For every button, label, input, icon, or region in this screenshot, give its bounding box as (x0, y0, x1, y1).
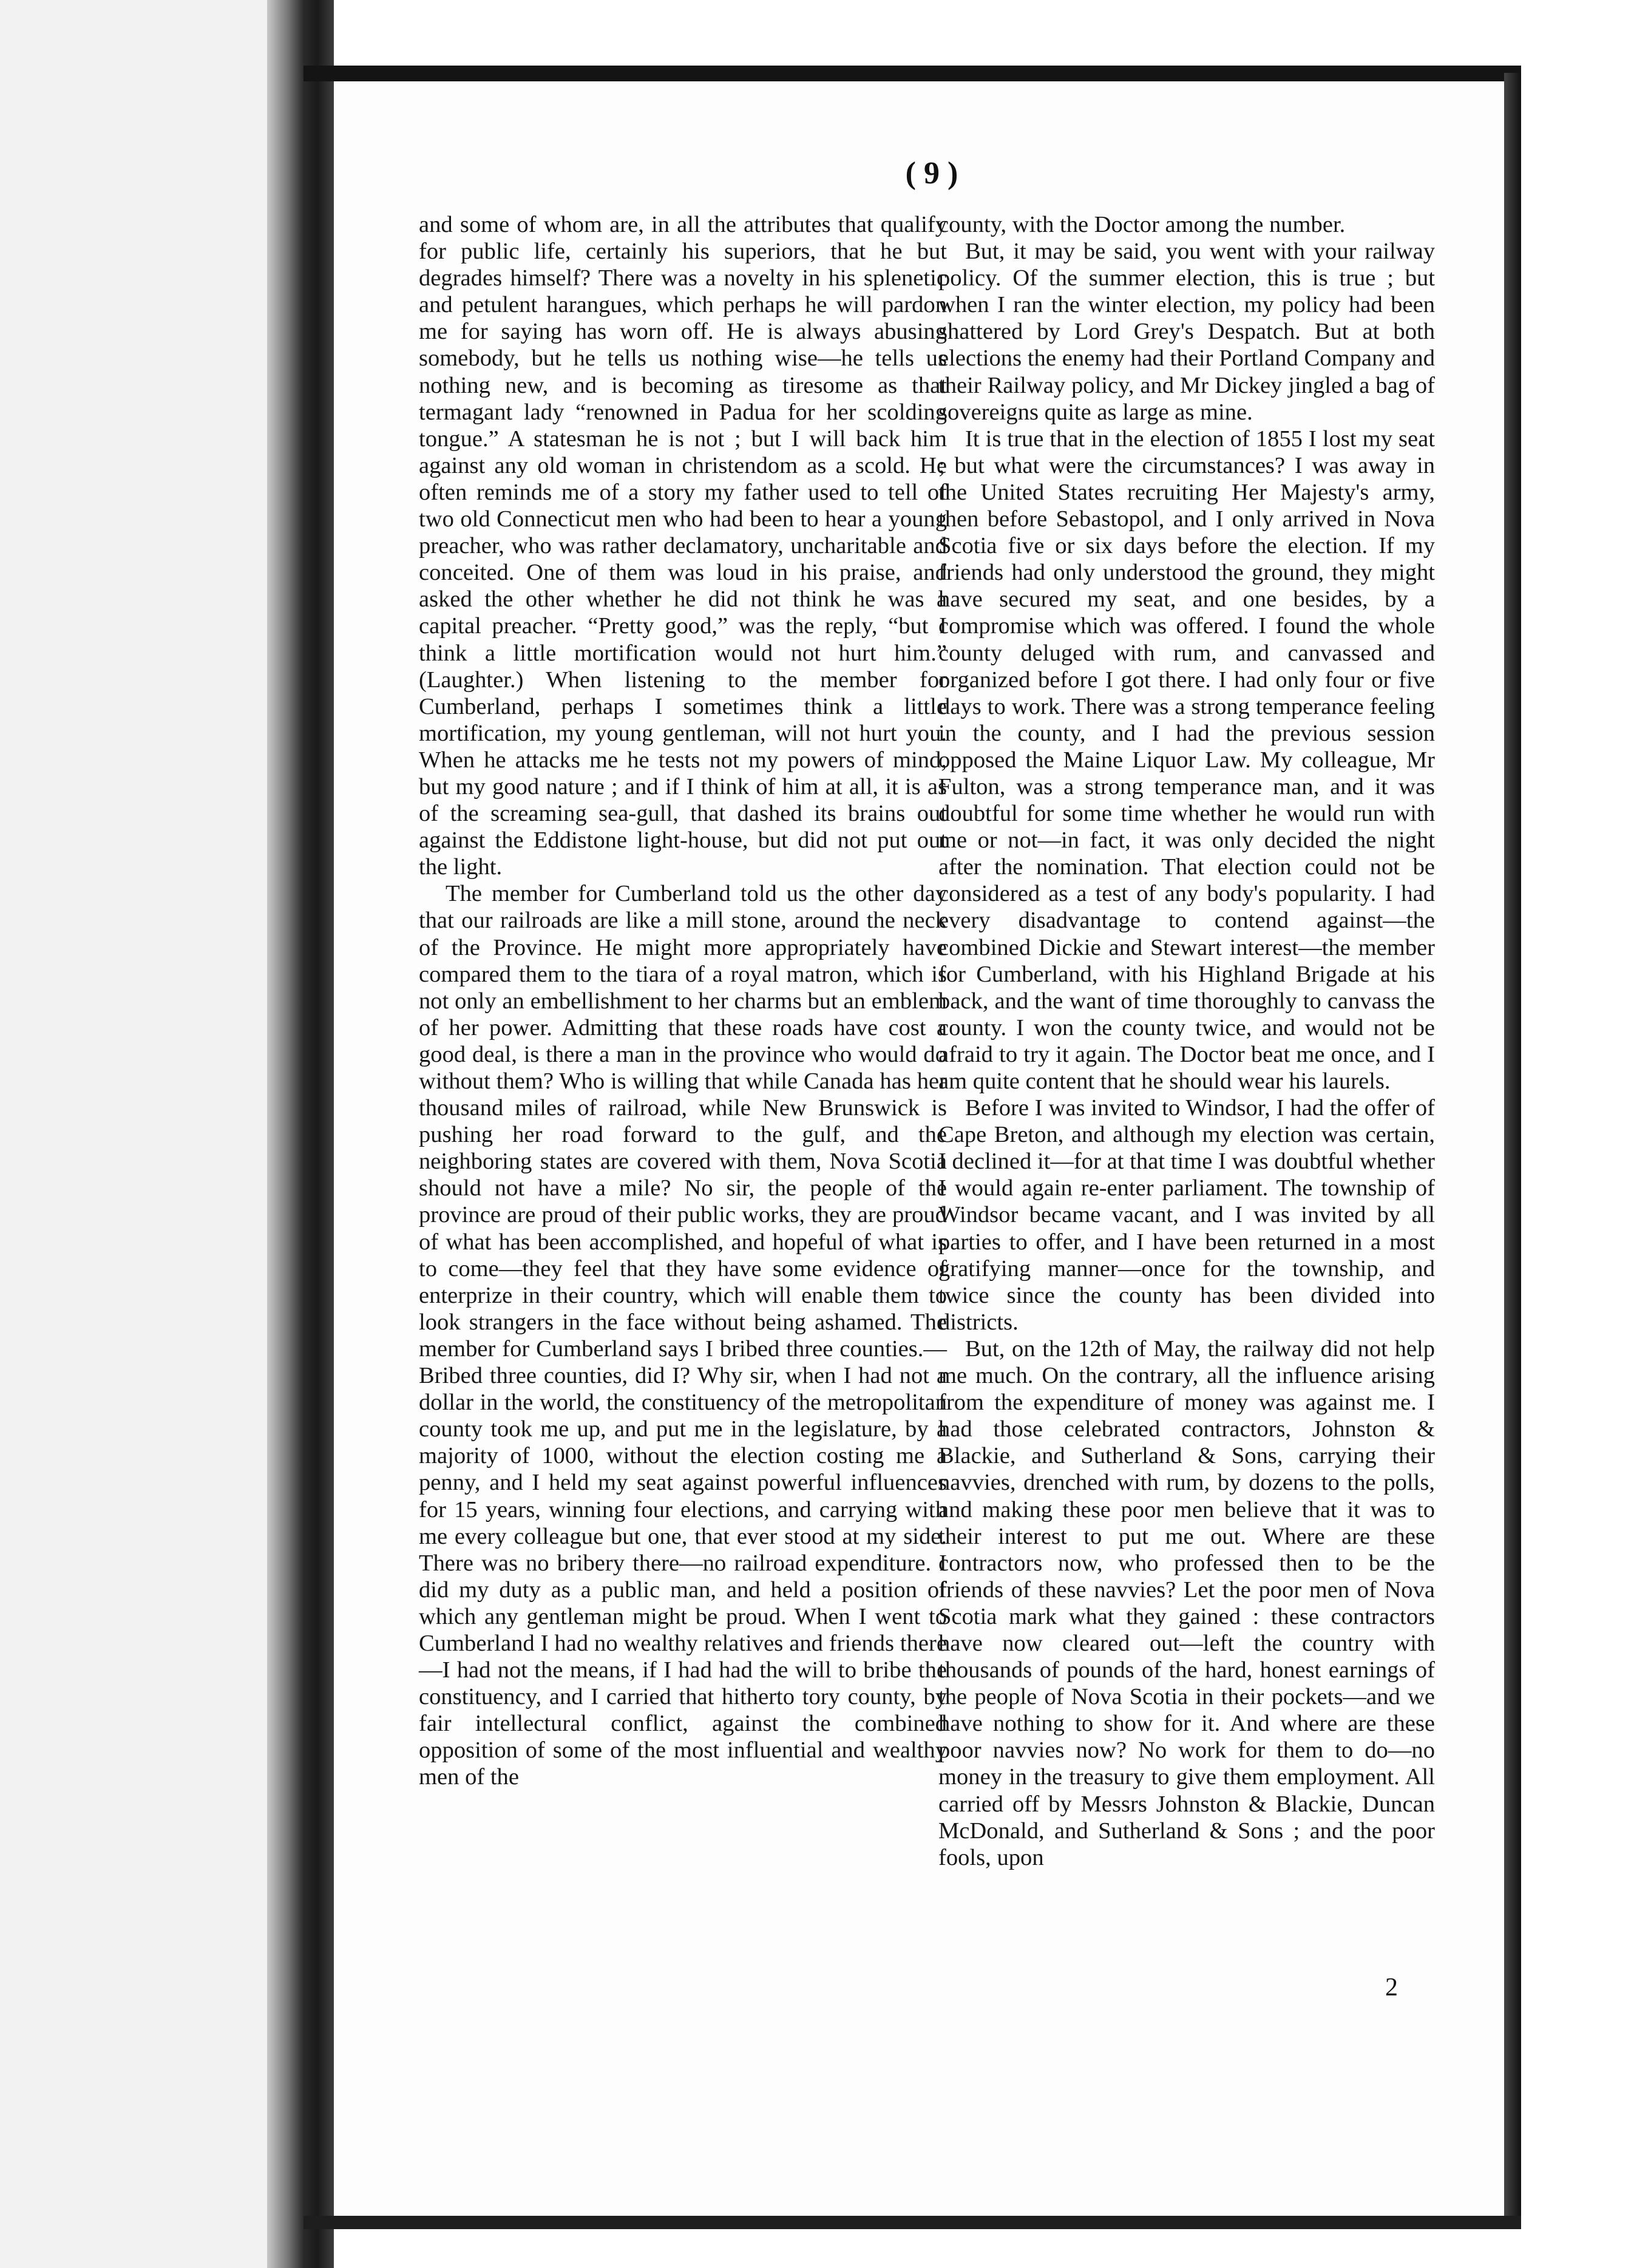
text-column-left (419, 211, 947, 1791)
page-top-border (303, 66, 1521, 81)
paragraph: and some of whom are, in all the attributes that qualify for public life, certainly his superiors, that he but degrades himself? There was a novelty in his splenetic and petulent harangues, which perhaps he will pardon me for saying has worn off. He is always abusing somebody, but he tells us nothing wise—he tells us nothing new, and is becoming as tiresome as that termagant lady “renowned in Padua for her scolding tongue.” A statesman he is not ; but I will back him against any old woman in christendom as a scold. He often reminds me of a story my father used to tell of two old Connecticut men who had been to hear a young preacher, who was rather declamatory, uncharitable and conceited. One of them was loud in his praise, and asked the other whether he did not think he was a capital preacher. “Pretty good,” was the reply, “but I think a little mortification would not hurt him.” (Laughter.) When listening to the member for Cumberland, perhaps I sometimes think a little mortification, my young gentleman, will not hurt you. When he attacks me he tests not my powers of mind, but my good nature ; and if I think of him at all, it is as of the screaming sea-gull, that dashed its brains out against the Eddistone light-house, but did not put out the light. (419, 212, 947, 880)
paragraph: Before I was invited to Windsor, I had the offer of Cape Breton, and although my election was certain, I declined it—for at that time I was doubtful whether I would again re-enter parliament. The township of Windsor became vacant, and I was invited by all parties to offer, and I have been returned in a most gratifying manner—once for the township, and twice since the county has been divided into districts. (938, 1095, 1435, 1335)
paragraph: But, on the 12th of May, the railway did not help me much. On the contrary, all the influence arising from the expenditure of money was against me. I had those celebrated contractors, Johnston & Blackie, and Sutherland & Sons, carrying their navvies, drenched with rum, by dozens to the polls, and making these poor men believe that it was to their interest to put me out. Where are these contractors now, who professed then to be the friends of these navvies? Let the poor men of Nova Scotia mark what they gained : these contractors have now cleared out—left the country with thousands of pounds of the hard, honest earnings of the people of Nova Scotia in their pockets—and we have nothing to show for it. And where are these poor navvies now? No work for them to do—no money in the treasury to give them employment. All carried off by Messrs Johnston & Blackie, Duncan McDonald, and Sutherland & Sons ; and the poor fools, upon (938, 1336, 1435, 1870)
page-bottom-border (303, 2216, 1521, 2229)
page-right-border (1504, 73, 1521, 2222)
signature-mark: 2 (1385, 1974, 1398, 2001)
paragraph: It is true that in the election of 1855 I lost my seat ; but what were the circumstances? I was away in the United States recruiting Her Majesty's army, then before Sebastopol, and I only arrived in Nova Scotia five or six days before the election. If my friends had only understood the ground, they might have secured my seat, and one besides, by a compromise which was offered. I found the whole county deluged with rum, and canvassed and organized before I got there. I had only four or five days to work. There was a strong temperance feeling in the county, and I had the previous session opposed the Maine Liquor Law. My colleague, Mr Fulton, was a strong temperance man, and it was doubtful for some time whether he would run with me or not—in fact, it was only decided the night after the nomination. That election could not be considered as a test of any body's popularity. I had every disadvantage to contend against—the combined Dickie and Stewart interest—the member for Cumberland, with his Highland Brigade at his back, and the want of time thoroughly to canvass the county. I won the county twice, and would not be afraid to try it again. The Doctor beat me once, and I am quite content that he should wear his laurels. (938, 426, 1435, 1094)
paragraph: county, with the Doctor among the number. (938, 212, 1346, 237)
paragraph: The member for Cumberland told us the other day that our railroads are like a mill stone, around the neck of the Province. He might more appropriately have compared them to the tiara of a royal matron, which is not only an embellishment to her charms but an emblem of her power. Admitting that these roads have cost a good deal, is there a man in the province who would do without them? Who is willing that while Canada has her thousand miles of railroad, while New Brunswick is pushing her road forward to the gulf, and the neighboring states are covered with them, Nova Scotia should not have a mile? No sir, the people of the province are proud of their public works, they are proud of what has been accomplished, and hopeful of what is to come—they feel that they have some evidence of enterprize in their country, which will enable them to look strangers in the face without being ashamed. The member for Cumberland says I bribed three counties.—Bribed three counties, did I? Why sir, when I had not a dollar in the world, the constituency of the metropolitan county took me up, and put me in the legislature, by a majority of 1000, without the election costing me a penny, and I held my seat against powerful influences for 15 years, winning four elections, and carrying with me every colleague but one, that ever stood at my side. There was no bribery there—no railroad expenditure. I did my duty as a public man, and held a position of which any gentleman might be proud. When I went to Cumberland I had no wealthy relatives and friends there—I had not the means, if I had had the will to bribe the constituency, and I carried that hitherto tory county, by fair intellectural conflict, against the combined opposition of some of the most influential and wealthy men of the (419, 881, 947, 1790)
scan-left-margin (0, 0, 267, 2268)
book-spine-shadow (267, 0, 334, 2268)
page-number: ( 9 ) (905, 156, 958, 191)
paragraph: But, it may be said, you went with your railway policy. Of the summer election, this is true ; but when I ran the winter election, my policy had been shattered by Lord Grey's Despatch. But at both elections the enemy had their Portland Company and their Railway policy, and Mr Dickey jingled a bag of sovereigns quite as large as mine. (938, 239, 1435, 425)
text-column-right (938, 211, 1435, 1871)
